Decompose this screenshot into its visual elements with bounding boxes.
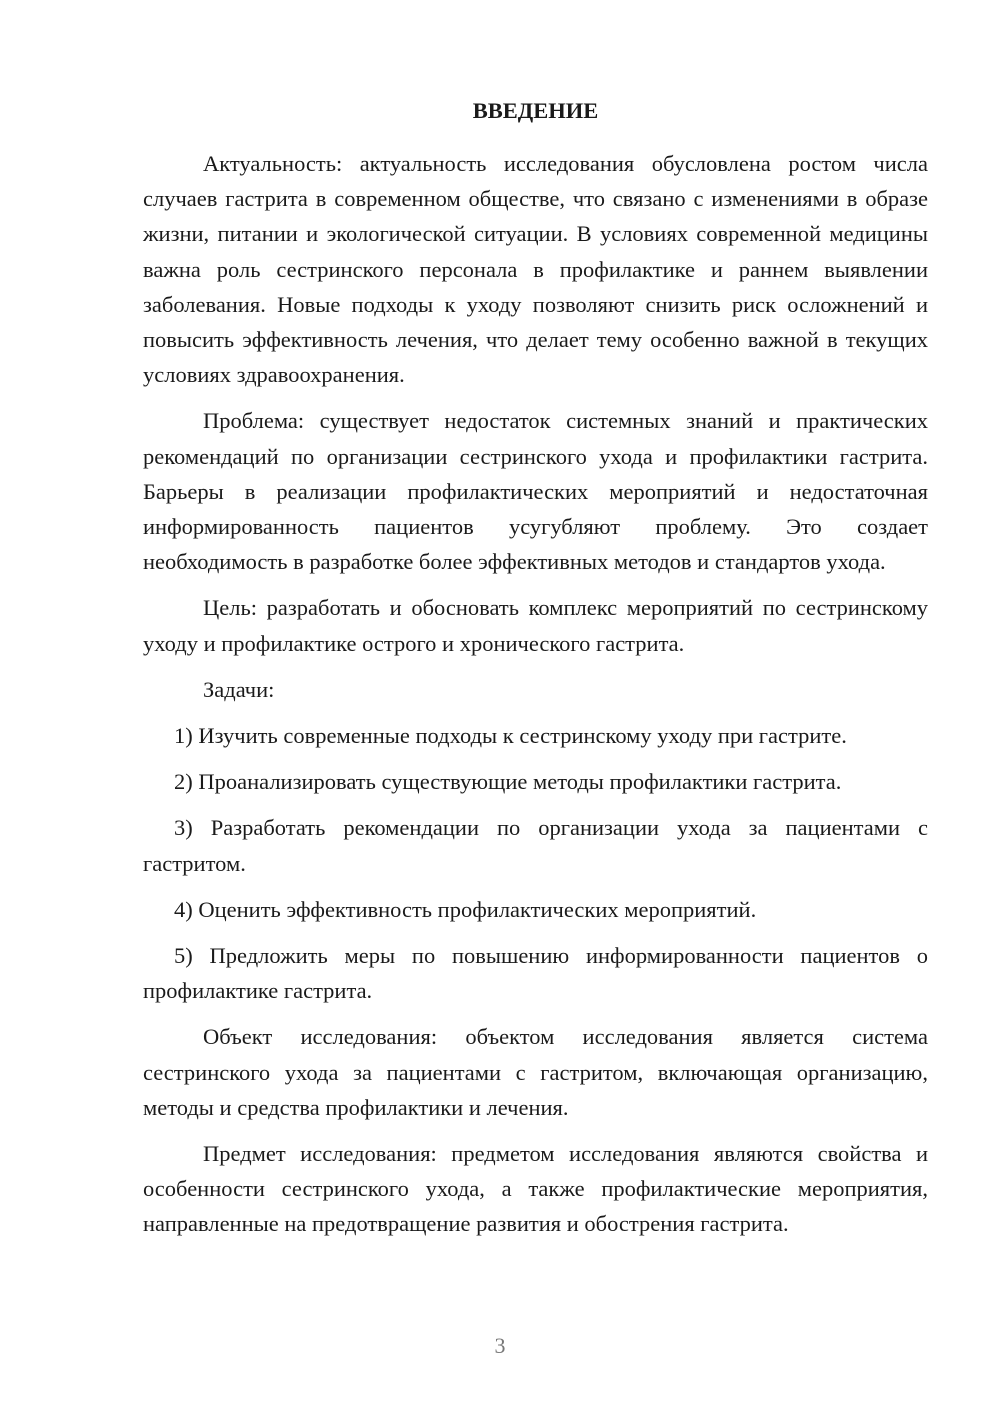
task-item-1: 1) Изучить современные подходы к сестринскому уходу при гастрите. — [174, 723, 847, 749]
section-title: ВВЕДЕНИЕ — [472, 98, 599, 123]
relevance-paragraph: Актуальность: актуальность исследования обусловлена ростом числа случаев гастрита в современном обществе, что связано с изменениями в образе жизни, питании и экологической ситуации. В условиях современной медицины важна роль сестринского персонала в профилактике и раннем выявлении заболевания. Новые подходы к уходу позволяют снизить риск осложнений и повысить эффективность лечения, что делает тему особенно важной в текущих условиях здравоохранения. — [143, 151, 928, 388]
subject-paragraph: Предмет исследования: предметом исследования являются свойства и особенности сестринского ухода, а также профилактические мероприятия, направленные на предотвращение развития и обострения гастрита. — [143, 1141, 928, 1237]
problem-paragraph: Проблема: существует недостаток системных знаний и практических рекомендаций по организации сестринского ухода и профилактики гастрита. Барьеры в реализации профилактических мероприятий и недостаточная информированность пациентов усугубляют проблему. Это создает необходимость в разработке более эффективных методов и стандартов ухода. — [143, 408, 928, 575]
task-item-4: 4) Оценить эффективность профилактических мероприятий. — [174, 896, 757, 922]
page-number: 3 — [494, 1333, 506, 1358]
task-item-5: 5) Предложить меры по повышению информированности пациентов о профилактике гастрита. — [143, 943, 928, 1004]
tasks-heading: Задачи: — [203, 676, 275, 702]
object-paragraph: Объект исследования: объектом исследования является система сестринского ухода за пациентами с гастритом, включающая организацию, методы и средства профилактики и лечения. — [143, 1024, 928, 1120]
goal-paragraph: Цель: разработать и обосновать комплекс мероприятий по сестринскому уходу и профилактике острого и хронического гастрита. — [143, 595, 928, 656]
task-item-2: 2) Проанализировать существующие методы профилактики гастрита. — [174, 769, 842, 795]
page-content — [143, 93, 928, 1253]
task-item-3: 3) Разработать рекомендации по организации ухода за пациентами с гастритом. — [143, 815, 928, 876]
